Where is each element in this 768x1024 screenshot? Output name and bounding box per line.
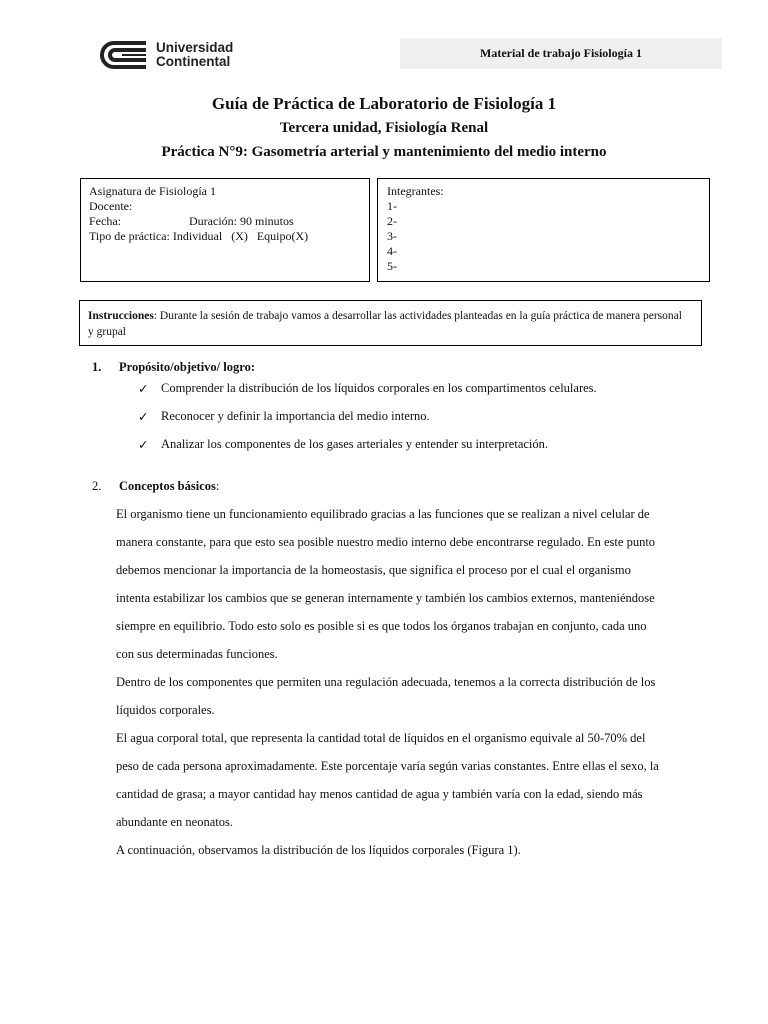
paragraph-line: intenta estabilizar los cambios que se generan internamente y también los cambios externos, manteniéndose [116,591,655,605]
logo-text [156,41,233,69]
university-logo [96,37,246,73]
paragraph-line: A continuación, observamos la distribución de los líquidos corporales (Figura 1). [116,843,521,857]
paragraph-line: abundante en neonatos. [116,815,233,829]
instructions-label: Instrucciones [88,310,154,322]
members-box [377,178,710,282]
practice-title: Práctica N°9: Gasometría arterial y mantenimiento del medio interno [161,144,607,160]
paragraph-line: líquidos corporales. [116,703,215,717]
members-label: Integrantes: [387,184,444,198]
paragraph-line: con sus determinadas funciones. [116,647,278,661]
checkmark-icon: ✓ [138,410,149,424]
checkmark-icon: ✓ [138,438,149,452]
document-title: Guía de Práctica de Laboratorio de Fisiología 1 [211,94,557,113]
paragraph-line: peso de cada persona aproximadamente. Este porcentaje varía según varias constantes. Entre ellas el sexo, la [116,759,659,773]
paragraph-line: El agua corporal total, que representa la cantidad total de líquidos en el organismo equivale al 50-70% del [116,731,646,745]
logo-line2: Continental [156,54,231,69]
paragraph-line: debemos mencionar la importancia de la homeostasis, que significa el proceso por el cual el organismo [116,563,631,577]
instructions-text-continued: y grupal [88,326,127,338]
tipo-practica-field: Tipo de práctica: Individual (X) Equipo(X) [89,229,309,243]
duracion-field: Duración: 90 minutos [189,214,294,228]
logo-line1: Universidad [156,40,234,55]
member-item: 1- [387,199,397,213]
material-header [400,38,722,69]
section-title: Conceptos básicos [119,479,216,493]
checkmark-icon: ✓ [138,382,149,396]
section-number: 1. [92,360,102,374]
section-number: 2. [92,479,102,493]
objective-text: Reconocer y definir la importancia del medio interno. [161,409,430,423]
docente-field: Docente: [89,199,133,213]
material-label: Material de trabajo Fisiología 1 [480,46,642,60]
unit-title: Tercera unidad, Fisiología Renal [279,120,489,136]
paragraph-line: siempre en equilibrio. Todo esto solo es posible si es que todos los órganos trabajan en conjunto, cada uno [116,619,647,633]
course-info-box [80,178,370,282]
objective-text: Comprender la distribución de los líquidos corporales en los compartimentos celulares. [161,381,597,395]
section-title-colon: : [215,479,220,493]
fecha-duracion-row [89,214,361,229]
instructions-text: : Durante la sesión de trabajo vamos a desarrollar las actividades planteadas en la guía práctica de manera personal [153,310,682,322]
member-item: 5- [387,259,397,273]
asignatura-field: Asignatura de Fisiología 1 [89,184,216,198]
member-item: 4- [387,244,397,258]
member-item: 2- [387,214,397,228]
continental-logo-icon [96,37,150,73]
objective-text: Analizar los componentes de los gases arteriales y entender su interpretación. [161,437,549,451]
section-title: Propósito/objetivo/ logro: [119,360,255,374]
fecha-field: Fecha: [89,214,121,228]
paragraph-line: Dentro de los componentes que permiten una regulación adecuada, tenemos a la correcta distribución de los [116,675,656,689]
paragraph-line: manera constante, para que esto sea posible nuestro medio interno debe encontrarse regulado. En este punto [116,535,656,549]
paragraph-line: El organismo tiene un funcionamiento equilibrado gracias a las funciones que se realizan a nivel celular de [116,507,650,521]
instructions-box [79,300,702,346]
member-item: 3- [387,229,397,243]
paragraph-line: cantidad de grasa; a mayor cantidad hay menos cantidad de agua y también varía con la edad, siendo más [116,787,643,801]
